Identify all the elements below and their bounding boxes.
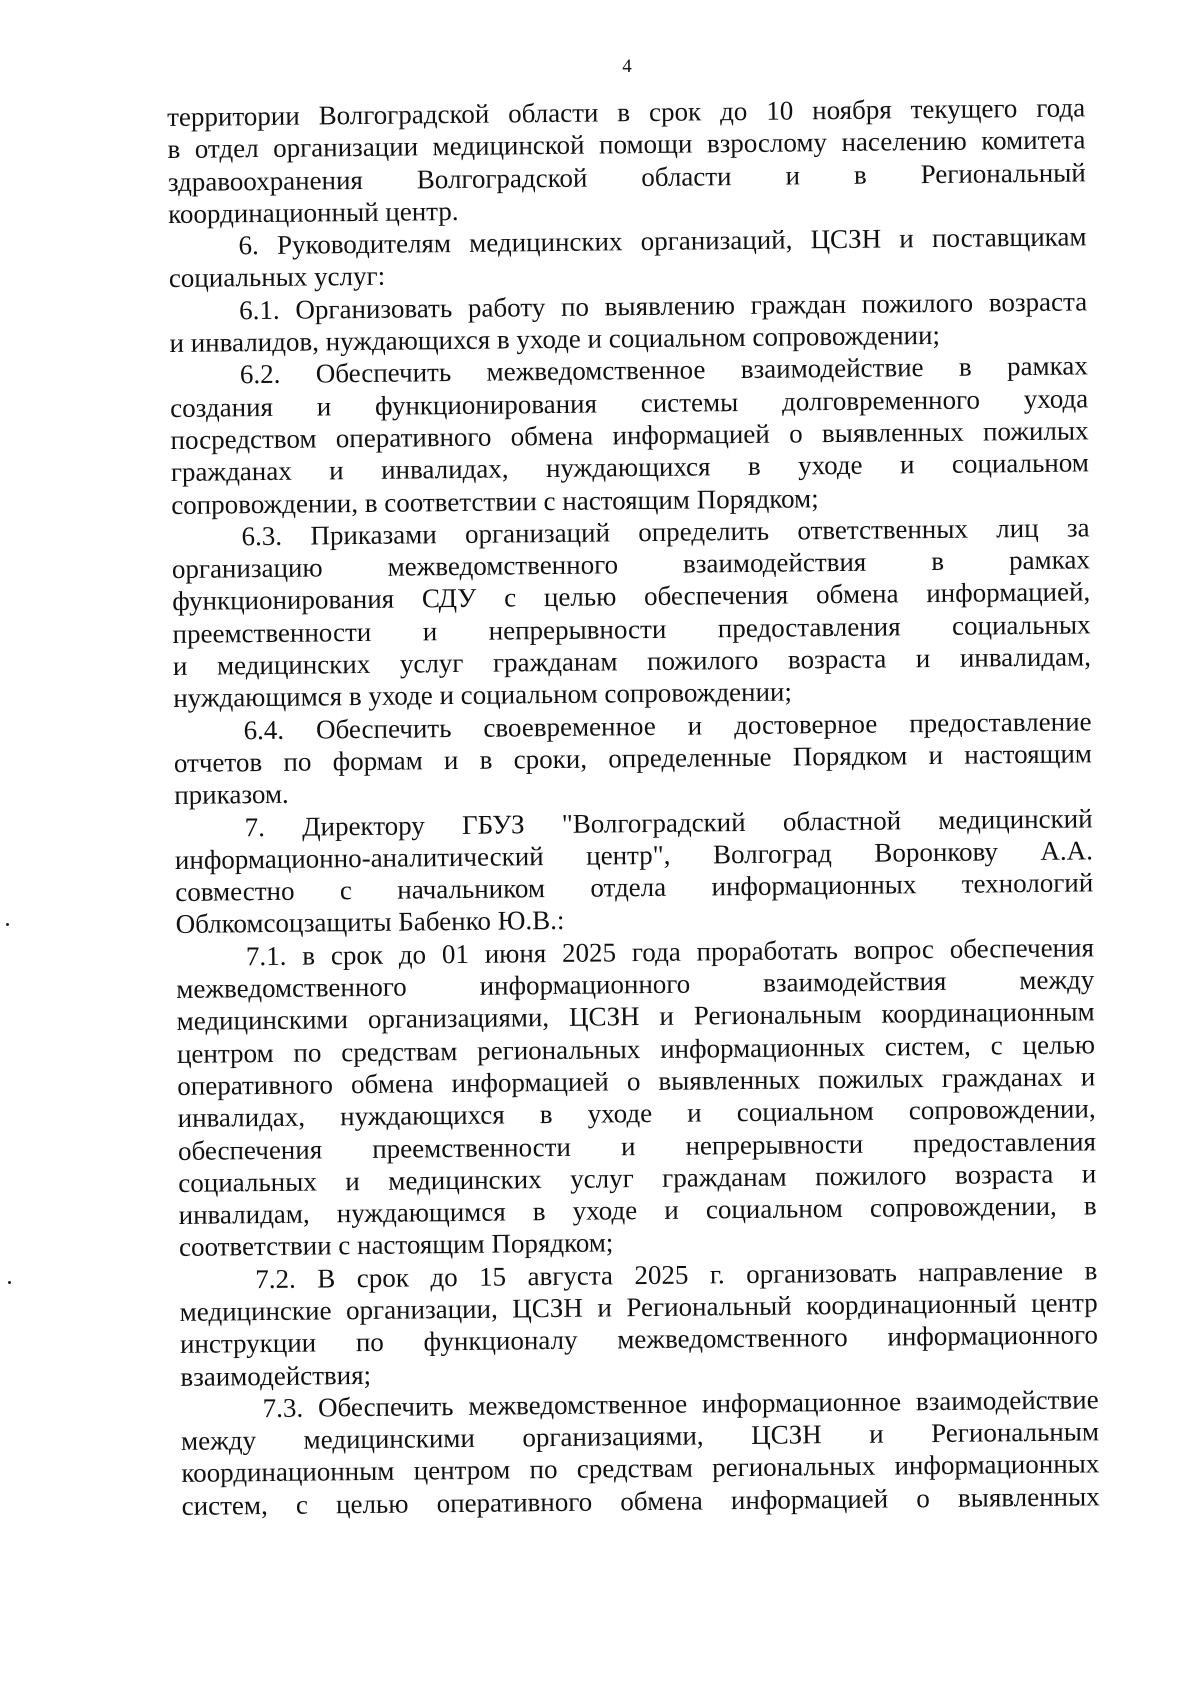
text-line: 7.2. В срок до 15 августа 2025 г. организовать направление в [255,1255,1098,1294]
text-line: 6.3. Приказами организаций определить ответственных лиц за [241,512,1090,552]
text-line: координационный центр. [168,195,459,229]
text-line: в отдел организации медицинской помощи взрослому населению комитета [167,124,1086,165]
scan-speck [8,1281,11,1284]
text-line: межведомственного информационного взаимодействия между [176,964,1095,1004]
text-line: 6.4. Обеспечить своевременное и достоверное предоставление [243,705,1092,745]
text-line: 6. Руководителям медицинских организаций, ЦСЗН и поставщикам [238,221,1087,261]
text-line: информационно-аналитический центр", Волгоград Воронкову А.А. [174,835,1094,875]
text-line: 7.3. Обеспечить межведомственное информационное взаимодействие [262,1384,1099,1423]
text-line: центром по средствам региональных информационных систем, с целью [176,1028,1096,1069]
text-line: 7. Директору ГБУЗ "Волгоградский областной медицинский [244,802,1093,842]
text-line: территории Волгоградской области в срок до 10 ноября текущего года [167,92,1086,132]
text-line: отчетов по формам и в сроки, определенные Порядком и настоящим [173,738,1093,778]
text-line: 7.1. в срок до 01 июня 2025 года проработать вопрос обеспечения [245,932,1095,971]
text-line: обеспечения преемственности и непрерывности предоставления [177,1125,1097,1166]
text-line: медицинские организации, ЦСЗН и Региональный координационный центр [179,1287,1098,1327]
text-line: оперативного обмена информацией о выявленных пожилых гражданах и [177,1061,1096,1101]
text-line: соответствии с настоящим Порядком; [178,1227,614,1263]
text-line: совместно с начальником отдела информационных технологий [175,867,1094,908]
text-line: нуждающимся в уходе и социальном сопровождении; [173,676,793,714]
text-line: между медицинскими организациями, ЦСЗН и Региональным [180,1416,1100,1457]
text-line: приказом. [174,778,289,811]
text-line: и медицинских услуг гражданам пожилого возраста и инвалидам, [172,641,1092,682]
text-line: сопровождении, в соответствии с настоящим Порядком; [171,482,819,520]
text-line: функционирования СДУ с целью обеспечения обмена информацией, [172,576,1091,617]
text-line: Облкомсоцзащиты Бабенко Ю.В.: [175,905,565,940]
text-line: здравоохранения Волгоградской области и в Региональный [167,156,1086,197]
page-number: 4 [622,56,632,77]
text-line: создания и функционирования системы долговременного ухода [170,383,1089,423]
text-line: 6.1. Организовать работу по выявлению граждан пожилого возраста [239,286,1088,326]
text-line: инструкции по функционалу межведомственного информационного [179,1319,1099,1360]
text-line: гражданах и инвалидах, нуждающихся в уходе и социальном [170,447,1089,488]
text-line: взаимодействия; [180,1359,372,1392]
text-line: организацию межведомственного взаимодействия в рамках [171,544,1091,585]
text-line: медицинскими организациями, ЦСЗН и Региональным координационным [176,996,1095,1037]
text-line: координационным центром по средствам региональных информационных [181,1448,1100,1489]
text-line: преемственности и непрерывности предоставления социальных [172,609,1091,649]
text-line: посредством оперативного обмена информацией о выявленных пожилых [170,415,1089,455]
text-line: социальных услуг: [168,261,386,294]
document-body [167,91,1100,1522]
text-line: систем, с целью оперативного обмена информацией о выявленных [181,1481,1100,1521]
scan-speck [6,923,9,926]
text-line: 6.2. Обеспечить межведомственное взаимодействие в рамках [239,350,1088,390]
text-line: социальных и медицинских услуг гражданам пожилого возраста и [178,1158,1097,1198]
text-line: и инвалидов, нуждающихся в уходе и социальном сопровождении; [169,319,941,359]
text-line: инвалидах, нуждающихся в уходе и социальном сопровождении, [177,1093,1096,1134]
text-line: инвалидам, нуждающимся в уходе и социальном сопровождении, в [178,1190,1097,1231]
